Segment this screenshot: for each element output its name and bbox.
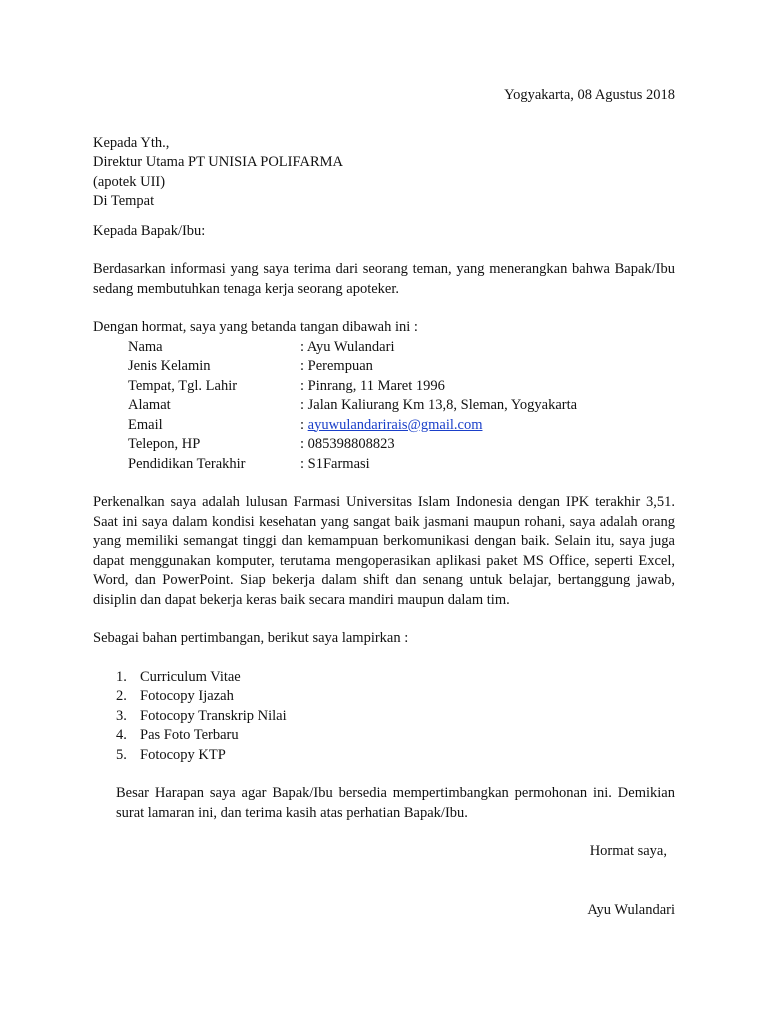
list-text: Pas Foto Terbaru (140, 727, 239, 743)
letter-date: Yogyakarta, 08 Agustus 2018 (504, 87, 675, 103)
intro-paragraph: Berdasarkan informasi yang saya terima dari seorang teman, yang menerangkan bahwa Bapak/Ibu sedang membutuhkan tenaga kerja seorang apoteker. (93, 261, 675, 297)
attachments-intro: Sebagai bahan pertimbangan, berikut saya lampirkan : (93, 630, 409, 646)
identity-label: Jenis Kelamin (128, 358, 211, 374)
salutation: Kepada Bapak/Ibu: (93, 222, 206, 239)
recipient-line: Di Tempat (93, 193, 155, 209)
list-number: 3. (116, 707, 127, 724)
identity-table (128, 338, 577, 475)
identity-value: : S1Farmasi (300, 455, 370, 472)
list-number: 4. (116, 727, 127, 743)
list-text: Fotocopy KTP (140, 746, 226, 763)
identity-row (128, 416, 577, 436)
recipient-line: Direktur Utama PT UNISIA POLIFARMA (93, 154, 343, 170)
recipient-line: Kepada Yth., (93, 134, 170, 151)
recipient-line: (apotek UII) (93, 173, 166, 190)
list-number: 2. (116, 688, 127, 704)
identity-value: : 085398808823 (300, 436, 395, 452)
list-number: 5. (116, 746, 127, 763)
body-paragraph: Perkenalkan saya adalah lulusan Farmasi Universitas Islam Indonesia dengan IPK terakhir 3,51. Saat ini saya dalam kondisi kesehatan yang sangat baik jasmani maupun rohani, saya adalah orang yang memiliki semangat tinggi dan kemampuan berkomunikasi dengan baik. Selain itu, saya juga dapat menggunakan komputer, terutama mengoperasikan aplikasi paket MS Office, seperti Excel, Word, dan PowerPoint. Siap bekerja dalam shift dan senang untuk belajar, bertanggung jawab, disiplin dan dapat bekerja keras baik secara mandiri maupun dalam tim. (93, 494, 675, 608)
identity-label: Email (128, 416, 163, 433)
identity-value: : Perempuan (300, 358, 373, 374)
identity-label: Alamat (128, 397, 171, 413)
identity-row (128, 377, 577, 397)
attachments-list (93, 668, 675, 766)
identity-value: : Jalan Kaliurang Km 13,8, Sleman, Yogyakarta (300, 397, 578, 413)
identity-row (128, 435, 577, 455)
identity-row (128, 338, 577, 358)
list-text: Curriculum Vitae (140, 668, 241, 685)
regards: Hormat saya, (589, 843, 667, 859)
signature-name: Ayu Wulandari (587, 901, 675, 918)
list-item (116, 746, 675, 766)
identity-row (128, 455, 577, 475)
identity-value: : Ayu Wulandari (300, 338, 395, 355)
list-item (116, 726, 675, 746)
identity-label: Tempat, Tgl. Lahir (128, 377, 238, 394)
identity-label: Nama (128, 338, 163, 355)
recipient-block (93, 134, 675, 212)
closing-paragraph: Besar Harapan saya agar Bapak/Ibu bersedia mempertimbangkan permohonan ini. Demikian surat lamaran ini, dan terima kasih atas perhatian Bapak/Ibu. (116, 785, 675, 821)
list-item (116, 668, 675, 688)
list-number: 1. (116, 668, 127, 685)
identity-label: Pendidikan Terakhir (128, 455, 246, 472)
list-item (116, 707, 675, 727)
identity-label: Telepon, HP (128, 436, 201, 452)
list-item (116, 687, 675, 707)
list-text: Fotocopy Transkrip Nilai (140, 707, 287, 724)
list-text: Fotocopy Ijazah (140, 688, 234, 704)
identity-value (300, 416, 577, 436)
email-prefix: : (300, 416, 308, 433)
identity-intro: Dengan hormat, saya yang betanda tangan dibawah ini : (93, 319, 418, 335)
letter-page (93, 86, 675, 920)
identity-row (128, 396, 577, 416)
identity-row (128, 357, 577, 377)
identity-value: : Pinrang, 11 Maret 1996 (300, 377, 445, 394)
email-link[interactable]: ayuwulandarirais@gmail.com (307, 416, 483, 433)
